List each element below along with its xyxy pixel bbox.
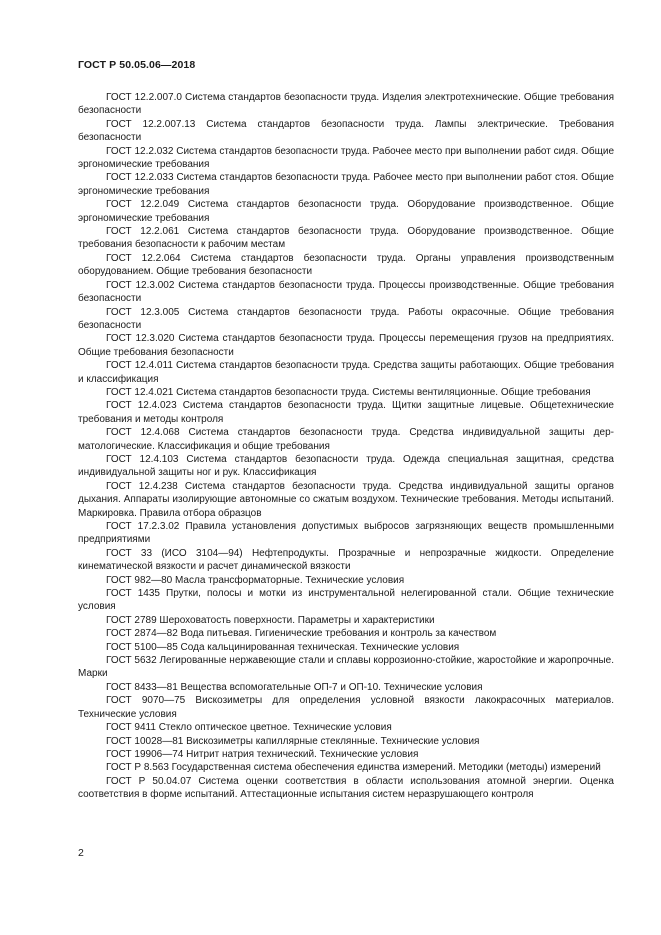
reference-item: ГОСТ 12.4.103 Система стандартов безопасности труда. Одежда специальная защитная, средства индивидуальной защиты ног и рук. Классификация (78, 453, 614, 479)
reference-item: ГОСТ Р 8.563 Государственная система обеспечения единства измерений. Методики (методы) измерений (106, 762, 601, 774)
reference-item: ГОСТ 12.2.033 Система стандартов безопасности труда. Рабочее место при выполнении работ стоя. Общие эргономические требования (78, 172, 614, 197)
reference-item: ГОСТ 5632 Легированные нержавеющие стали и сплавы коррозионно-стойкие, жаростойкие и жаропрочные. Марки (78, 655, 614, 680)
reference-item: ГОСТ 5100—85 Сода кальцинированная техническая. Технические условия (106, 641, 460, 653)
reference-item: ГОСТ 19906—74 Нитрит натрия технический. Технические условия (106, 748, 419, 760)
reference-item: ГОСТ 9411 Стекло оптическое цветное. Технические условия (106, 722, 392, 734)
reference-item: ГОСТ 982—80 Масла трансформаторные. Технические условия (106, 574, 405, 586)
document-header: ГОСТ Р 50.05.06—2018 (78, 59, 196, 71)
reference-item: ГОСТ 12.4.238 Система стандартов безопасности труда. Средства индивидуальной защиты органов дыхания. Аппараты изолирующие автономные со сжатым воздухом. Технические требования. Методы испытаний. Маркировка. Правила отбора образцов (78, 480, 614, 519)
reference-item: ГОСТ 8433—81 Вещества вспомогательные ОП-7 и ОП-10. Технические условия (106, 681, 483, 693)
reference-item: ГОСТ 1435 Прутки, полосы и мотки из инструментальной нелегированной стали. Общие технические условия (78, 588, 614, 613)
reference-item: ГОСТ 12.4.011 Система стандартов безопасности труда. Средства защиты работающих. Общие требования и классификация (78, 360, 614, 385)
normative-references-list (78, 91, 614, 802)
reference-item: ГОСТ 12.3.002 Система стандартов безопасности труда. Процессы производственные. Общие требования безопасности (78, 279, 614, 305)
reference-item: ГОСТ Р 50.04.07 Система оценки соответствия в области использования атомной энергии. Оценка соответствия в форме испытаний. Аттестационные испытания систем неразрушающего контроля (78, 775, 614, 801)
reference-item: ГОСТ 12.2.007.13 Система стандартов безопасности труда. Лампы электрические. Требования безопасности (78, 118, 614, 144)
reference-item: ГОСТ 17.2.3.02 Правила установления допустимых выбросов загрязняющих веществ промышленными предприятиями (78, 521, 614, 546)
reference-item: ГОСТ 12.2.049 Система стандартов безопасности труда. Оборудование производственное. Общие эргономические требования (78, 199, 614, 224)
reference-item: ГОСТ 12.2.032 Система стандартов безопасности труда. Рабочее место при выполнении работ сидя. Общие эргономические требования (78, 145, 614, 171)
reference-item: ГОСТ 2874—82 Вода питьевая. Гигиенические требования и контроль за качеством (106, 628, 497, 640)
reference-item: ГОСТ 33 (ИСО 3104—94) Нефтепродукты. Прозрачные и непрозрачные жидкости. Определение кинематической вязкости и расчет динамической вязкости (78, 547, 614, 573)
reference-item: ГОСТ 9070—75 Вискозиметры для определения условной вязкости лакокрасочных материалов. Технические условия (78, 695, 614, 720)
reference-item: ГОСТ 10028—81 Вискозиметры капиллярные стеклянные. Технические условия (106, 735, 480, 747)
reference-item: ГОСТ 12.4.068 Система стандартов безопасности труда. Средства индивидуальной защиты дерматологические. Классификация и общие требования (78, 427, 614, 452)
page-number: 2 (78, 847, 84, 859)
reference-item: ГОСТ 12.2.061 Система стандартов безопасности труда. Оборудование производственное. Общие требования безопасности к рабочим местам (78, 226, 614, 251)
reference-item: ГОСТ 2789 Шероховатость поверхности. Параметры и характеристики (106, 614, 435, 626)
reference-item: ГОСТ 12.3.005 Система стандартов безопасности труда. Работы окрасочные. Общие требования безопасности (78, 306, 614, 331)
reference-item: ГОСТ 12.3.020 Система стандартов безопасности труда. Процессы перемещения грузов на предприятиях. Общие требования безопасности (78, 333, 614, 358)
reference-item: ГОСТ 12.2.064 Система стандартов безопасности труда. Органы управления производственным оборудованием. Общие требования безопасности (78, 252, 614, 278)
reference-item: ГОСТ 12.2.007.0 Система стандартов безопасности труда. Изделия электротехнические. Общие требования безопасности (78, 92, 614, 117)
reference-item: ГОСТ 12.4.021 Система стандартов безопасности труда. Системы вентиляционные. Общие требования (106, 386, 591, 398)
reference-item: ГОСТ 12.4.023 Система стандартов безопасности труда. Щитки защитные лицевые. Общетехнические требования и методы контроля (78, 400, 614, 425)
